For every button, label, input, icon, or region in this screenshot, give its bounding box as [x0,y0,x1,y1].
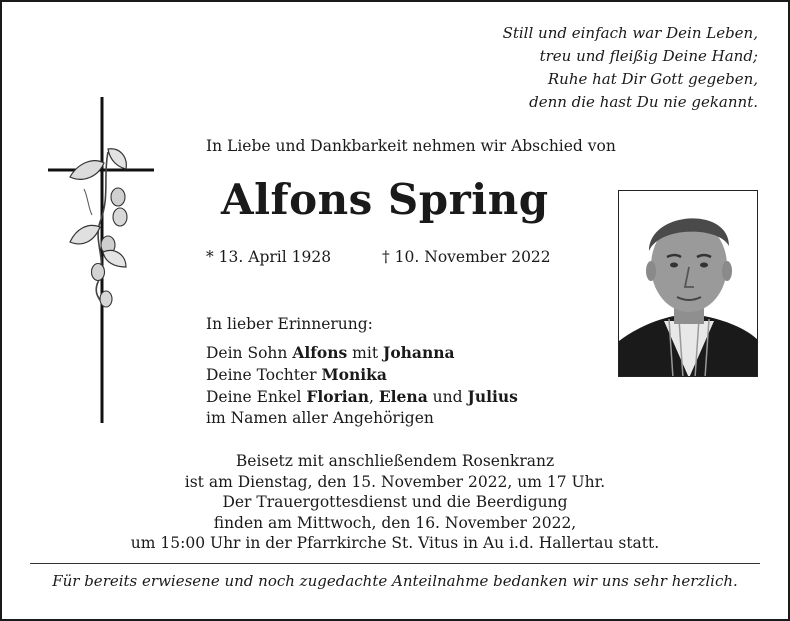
relation-label: Deine Enkel [206,388,307,406]
memory-heading: In lieber Erinnerung: [206,315,373,333]
family-line-relatives: im Namen aller Angehörigen [206,409,434,427]
funeral-line: ist am Dienstag, den 15. November 2022, um 17 Uhr. [184,472,606,491]
death-date: † 10. November 2022 [382,248,551,266]
funeral-line: Beisetz mit anschließendem Rosenkranz [235,452,555,470]
poem-line: treu und fleißig Deine Hand; [539,47,758,65]
intro-text: In Liebe und Dankbarkeit nehmen wir Abschied von [206,137,616,155]
portrait-photo [618,190,758,377]
divider [30,563,760,564]
family-line-son [206,342,518,364]
deceased-name: Alfons Spring [221,175,549,224]
cross-with-hop-vine-icon [48,97,158,423]
family-name: Alfons [292,343,348,362]
relation-label: Deine Tochter [206,366,322,384]
poem-line: Ruhe hat Dir Gott gegeben, [547,70,758,88]
family-line-grandchildren [206,386,518,408]
poem-line: denn die hast Du nie gekannt. [529,93,758,111]
family-name: Elena [378,387,428,406]
relation-label: Dein Sohn [206,344,293,362]
funeral-details [2,451,788,554]
funeral-line: finden am Mittwoch, den 16. November 2022, [213,513,577,532]
connector-text: mit [347,344,383,362]
poem [503,22,758,114]
birth-date: * 13. April 1928 [206,248,332,266]
family-list [206,342,518,429]
family-name: Monika [321,365,387,384]
funeral-line: Der Trauergottesdienst und die Beerdigung [222,493,568,511]
connector-text: und [427,388,468,406]
funeral-line: um 15:00 Uhr in der Pfarrkirche St. Vitus in Au i.d. Hallertau statt. [130,534,660,552]
connector-text: , [369,388,379,406]
family-name: Julius [467,387,518,406]
family-name: Johanna [382,343,455,362]
thanks-text: Für bereits erwiesene und noch zugedachte Anteilnahme bedanken wir uns sehr herzlich. [52,572,738,590]
family-line-daughter [206,364,518,386]
family-name: Florian [306,387,369,406]
poem-line: Still und einfach war Dein Leben, [502,24,758,42]
